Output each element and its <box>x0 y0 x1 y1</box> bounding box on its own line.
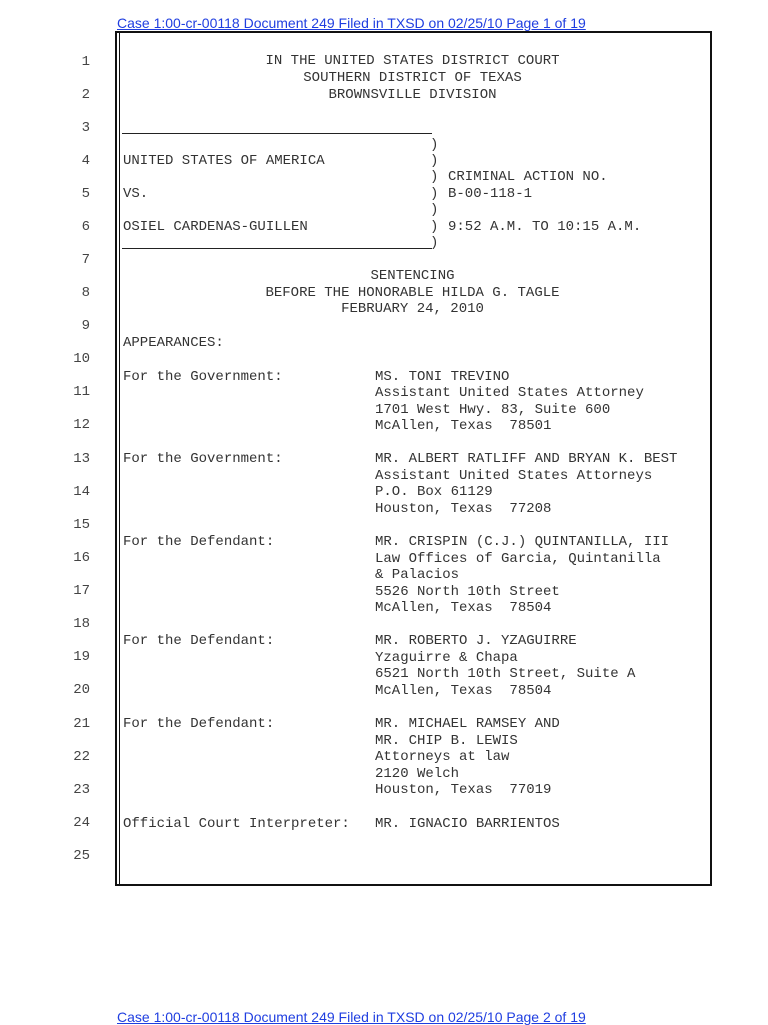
appearance-counsel-line: Houston, Texas 77019 <box>375 782 552 798</box>
appearance-counsel-line: 2120 Welch <box>375 766 460 782</box>
appearance-counsel-line: MS. TONI TREVINO <box>375 369 510 385</box>
caption-paren: ) <box>430 219 439 235</box>
caption-paren: ) <box>430 153 439 169</box>
caption-paren: ) <box>430 202 439 218</box>
caption-paren: ) <box>430 186 439 202</box>
appearance-counsel-line: McAllen, Texas 78501 <box>375 418 552 434</box>
appearance-party: For the Defendant: <box>123 716 275 732</box>
caption-action-label: CRIMINAL ACTION NO. <box>448 169 608 185</box>
line-number: 4 <box>81 153 90 169</box>
header-case-stamp-page-1[interactable]: Case 1:00-cr-00118 Document 249 Filed in TXSD on 02/25/10 Page 1 of 19 <box>117 15 586 31</box>
appearance-counsel-line: Yzaguirre & Chapa <box>375 650 518 666</box>
line-number: 18 <box>73 616 90 632</box>
proceeding-date: FEBRUARY 24, 2010 <box>341 301 484 317</box>
line-number: 16 <box>73 550 90 566</box>
appearance-counsel-line: & Palacios <box>375 567 460 583</box>
appearance-counsel-line: Assistant United States Attorneys <box>375 468 653 484</box>
appearance-counsel-line: Attorneys at law <box>375 749 510 765</box>
appearance-party: For the Government: <box>123 369 283 385</box>
appearances-heading: APPEARANCES: <box>123 335 224 351</box>
caption-paren: ) <box>430 169 439 185</box>
frame-inner-rule <box>119 33 120 884</box>
appearance-counsel-line: MR. ROBERTO J. YZAGUIRRE <box>375 633 577 649</box>
proceeding-title: SENTENCING <box>370 268 455 284</box>
line-number: 19 <box>73 649 90 665</box>
line-number: 12 <box>73 417 90 433</box>
line-number: 22 <box>73 749 90 765</box>
line-number: 14 <box>73 484 90 500</box>
line-number: 1 <box>81 54 90 70</box>
interpreter-label: Official Court Interpreter: <box>123 816 350 832</box>
line-number: 15 <box>73 517 90 533</box>
appearance-counsel-line: 6521 North 10th Street, Suite A <box>375 666 636 682</box>
line-number: 20 <box>73 682 90 698</box>
appearance-counsel-line: MR. CHIP B. LEWIS <box>375 733 518 749</box>
header-case-stamp-page-2[interactable]: Case 1:00-cr-00118 Document 249 Filed in TXSD on 02/25/10 Page 2 of 19 <box>117 1009 586 1025</box>
appearance-counsel-line: 5526 North 10th Street <box>375 584 560 600</box>
line-number: 6 <box>81 219 90 235</box>
line-number: 23 <box>73 782 90 798</box>
line-number: 21 <box>73 716 90 732</box>
caption-time: 9:52 A.M. TO 10:15 A.M. <box>448 219 642 235</box>
line-number: 3 <box>81 120 90 136</box>
caption-plaintiff: UNITED STATES OF AMERICA <box>123 153 325 169</box>
caption-bottom-rule <box>122 248 432 249</box>
caption-versus: VS. <box>123 186 149 202</box>
line-number: 7 <box>81 252 90 268</box>
proceeding-judge: BEFORE THE HONORABLE HILDA G. TAGLE <box>265 285 560 301</box>
line-number: 5 <box>81 186 90 202</box>
appearance-counsel-line: P.O. Box 61129 <box>375 484 493 500</box>
line-number: 8 <box>81 285 90 301</box>
appearance-counsel-line: McAllen, Texas 78504 <box>375 600 552 616</box>
appearance-counsel-line: MR. CRISPIN (C.J.) QUINTANILLA, III <box>375 534 670 550</box>
appearance-counsel-line: MR. MICHAEL RAMSEY AND <box>375 716 560 732</box>
appearance-counsel-line: Assistant United States Attorney <box>375 385 644 401</box>
appearance-party: For the Defendant: <box>123 534 275 550</box>
caption-defendant: OSIEL CARDENAS-GUILLEN <box>123 219 308 235</box>
appearance-counsel-line: McAllen, Texas 78504 <box>375 683 552 699</box>
interpreter-name: MR. IGNACIO BARRIENTOS <box>375 816 560 832</box>
appearance-counsel-line: 1701 West Hwy. 83, Suite 600 <box>375 402 611 418</box>
court-district: SOUTHERN DISTRICT OF TEXAS <box>303 70 522 86</box>
appearance-counsel-line: Law Offices of Garcia, Quintanilla <box>375 551 661 567</box>
caption-paren: ) <box>430 235 439 251</box>
line-number: 25 <box>73 848 90 864</box>
appearance-party: For the Government: <box>123 451 283 467</box>
line-number: 24 <box>73 815 90 831</box>
line-number: 10 <box>73 351 90 367</box>
caption-paren: ) <box>430 137 439 153</box>
line-number: 13 <box>73 451 90 467</box>
appearance-counsel-line: Houston, Texas 77208 <box>375 501 552 517</box>
line-number: 9 <box>81 318 90 334</box>
caption-action-number: B-00-118-1 <box>448 186 533 202</box>
court-division: BROWNSVILLE DIVISION <box>328 87 497 103</box>
appearance-party: For the Defendant: <box>123 633 275 649</box>
caption-top-rule <box>122 133 432 134</box>
line-number: 2 <box>81 87 90 103</box>
line-number: 17 <box>73 583 90 599</box>
line-number: 11 <box>73 384 90 400</box>
court-name: IN THE UNITED STATES DISTRICT COURT <box>265 53 560 69</box>
appearance-counsel-line: MR. ALBERT RATLIFF AND BRYAN K. BEST <box>375 451 678 467</box>
